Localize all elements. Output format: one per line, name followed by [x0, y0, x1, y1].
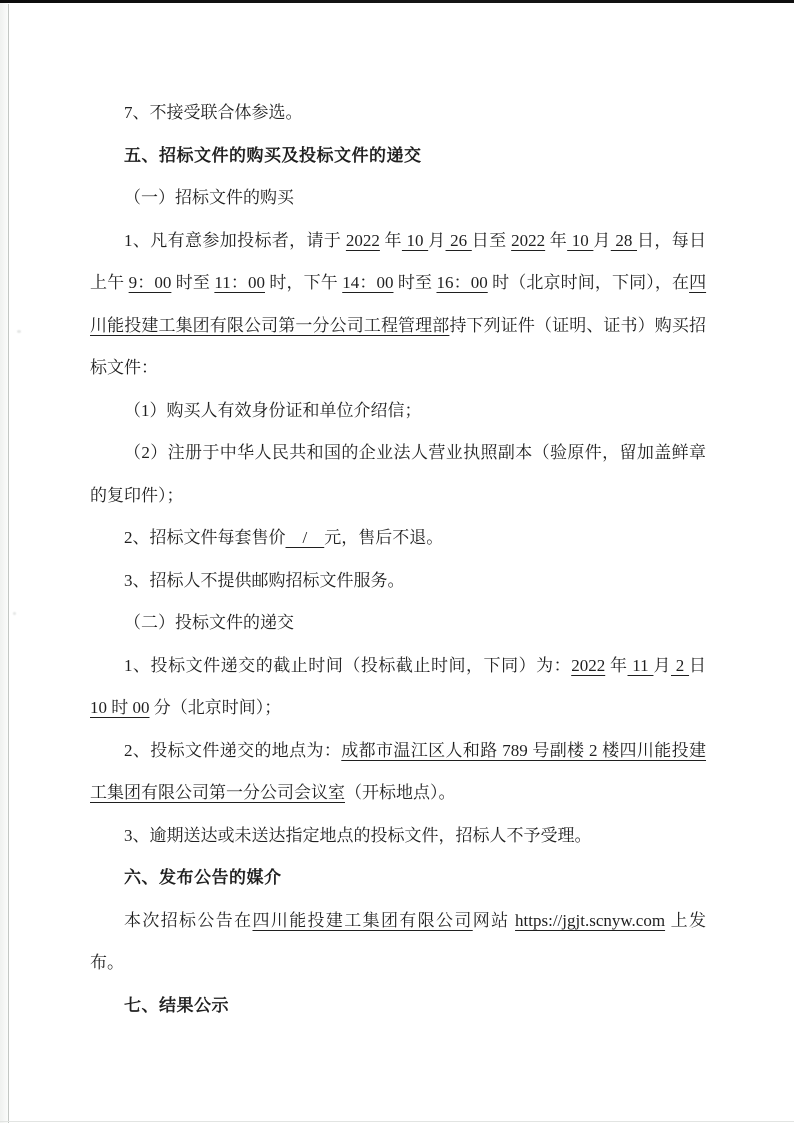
purchase-cert-id — [90, 390, 706, 433]
text-run: 时至 — [393, 273, 437, 292]
text-run: 本次招标公告在 — [124, 910, 253, 930]
scan-speck-artifact — [17, 330, 21, 333]
purchase-clause-2-price — [90, 517, 706, 560]
text-run: 年 — [545, 230, 568, 250]
text-run: 持下列证件（证明、证书）购买招标文件： — [90, 315, 707, 377]
document-text-flow — [90, 92, 711, 1027]
text-run: 月 — [653, 655, 671, 675]
text-run: 日至 — [471, 230, 512, 250]
purchase-clause-1-time-place — [90, 220, 706, 390]
text-run: 2、投标文件递交的地点为： — [124, 740, 342, 760]
submission-deadline — [90, 645, 711, 730]
section-6-heading — [90, 857, 706, 900]
scan-top-edge-artifact — [0, 0, 794, 3]
filled-blank-text: 28 — [610, 230, 638, 250]
text-run: 日，每日上午 — [90, 230, 707, 292]
filled-blank-text: 2 — [670, 655, 690, 675]
filled-blank-text: 26 — [445, 230, 472, 250]
text-run: （一）招标文件的购买 — [124, 188, 294, 207]
filled-blank-text: 2022 — [345, 230, 380, 250]
announcement-media — [90, 900, 706, 985]
filled-blank-text: 2022 — [571, 655, 606, 675]
purchase-clause-3-no-mail — [90, 560, 706, 603]
text-run: 3、逾期送达或未送达指定地点的投标文件，招标人不予受理。 — [124, 825, 592, 845]
text-run: （1）购买人有效身份证和单位介绍信； — [124, 400, 422, 420]
text-run: （2）注册于中华人民共和国的企业法人营业执照副本（验原件，留加盖鲜章的复印件）； — [90, 443, 706, 505]
text-run: 7、不接受联合体参选。 — [124, 103, 303, 122]
text-run: 六、发布公告的媒介 — [124, 868, 282, 887]
filled-blank-text: 四川能投建工集团有限公司第一分公司工程管理部 — [90, 273, 707, 335]
text-run: 时至 — [171, 273, 215, 292]
clause-7-no-consortium — [90, 92, 706, 135]
text-run: 1、凡有意参加投标者，请于 — [124, 230, 346, 250]
text-run: 上发布。 — [90, 910, 707, 972]
text-run: 2、招标文件每套售价 — [124, 528, 286, 547]
filled-blank-text: 10 时 00 — [90, 698, 150, 717]
text-run: 日 — [689, 655, 711, 675]
filled-blank-text: / — [285, 528, 325, 547]
subsection-1-purchase-heading — [90, 177, 706, 220]
filled-blank-text: 9：00 — [128, 273, 172, 292]
filled-blank-text: 10 — [567, 230, 594, 250]
text-run: 五、招标文件的购买及投标文件的递交 — [124, 145, 422, 165]
text-run: 3、招标人不提供邮购招标文件服务。 — [124, 570, 405, 590]
filled-blank-text: 16：00 — [436, 273, 488, 292]
text-run: 分（北京时间）； — [149, 698, 282, 717]
text-run: （开标地点）。 — [345, 783, 456, 802]
text-run: 1、投标文件递交的截止时间（投标截止时间，下同）为： — [124, 655, 572, 675]
subsection-2-submission-heading — [90, 602, 706, 645]
text-run: 时（北京时间，下同），在 — [487, 273, 690, 292]
text-run: 年 — [605, 655, 628, 675]
text-run: 七、结果公示 — [124, 995, 229, 1015]
submission-location — [90, 730, 706, 815]
text-run: （二）投标文件的递交 — [124, 613, 294, 632]
scan-speck-artifact — [13, 612, 16, 615]
text-run: 时，下午 — [265, 273, 343, 292]
purchase-cert-license — [90, 432, 706, 517]
filled-blank-text: 成都市温江区人和路 789 号副楼 2 楼四川能投建工集团有限公司第一分公司会议室 — [90, 740, 707, 802]
submission-late-rejection — [90, 815, 706, 858]
filled-blank-text: 四川能投建工集团有限公司 — [252, 910, 473, 930]
text-run: 月 — [428, 230, 446, 250]
filled-blank-text: https://jgjt.scnyw.com — [515, 910, 666, 930]
text-run: 月 — [593, 230, 611, 250]
section-5-heading — [90, 135, 706, 178]
scan-left-shade-artifact — [0, 3, 8, 1123]
text-run: 年 — [379, 230, 402, 250]
section-7-heading — [90, 985, 706, 1028]
text-run: 网站 — [472, 910, 516, 930]
filled-blank-text: 10 — [401, 230, 429, 250]
scan-left-line-artifact — [8, 4, 9, 1123]
filled-blank-text: 14：00 — [342, 273, 394, 292]
filled-blank-text: 2022 — [511, 230, 546, 250]
filled-blank-text: 11 — [627, 655, 654, 675]
filled-blank-text: 11：00 — [214, 273, 265, 292]
scan-bottom-edge-artifact — [0, 1121, 794, 1122]
text-run: 元，售后不退。 — [324, 528, 444, 547]
